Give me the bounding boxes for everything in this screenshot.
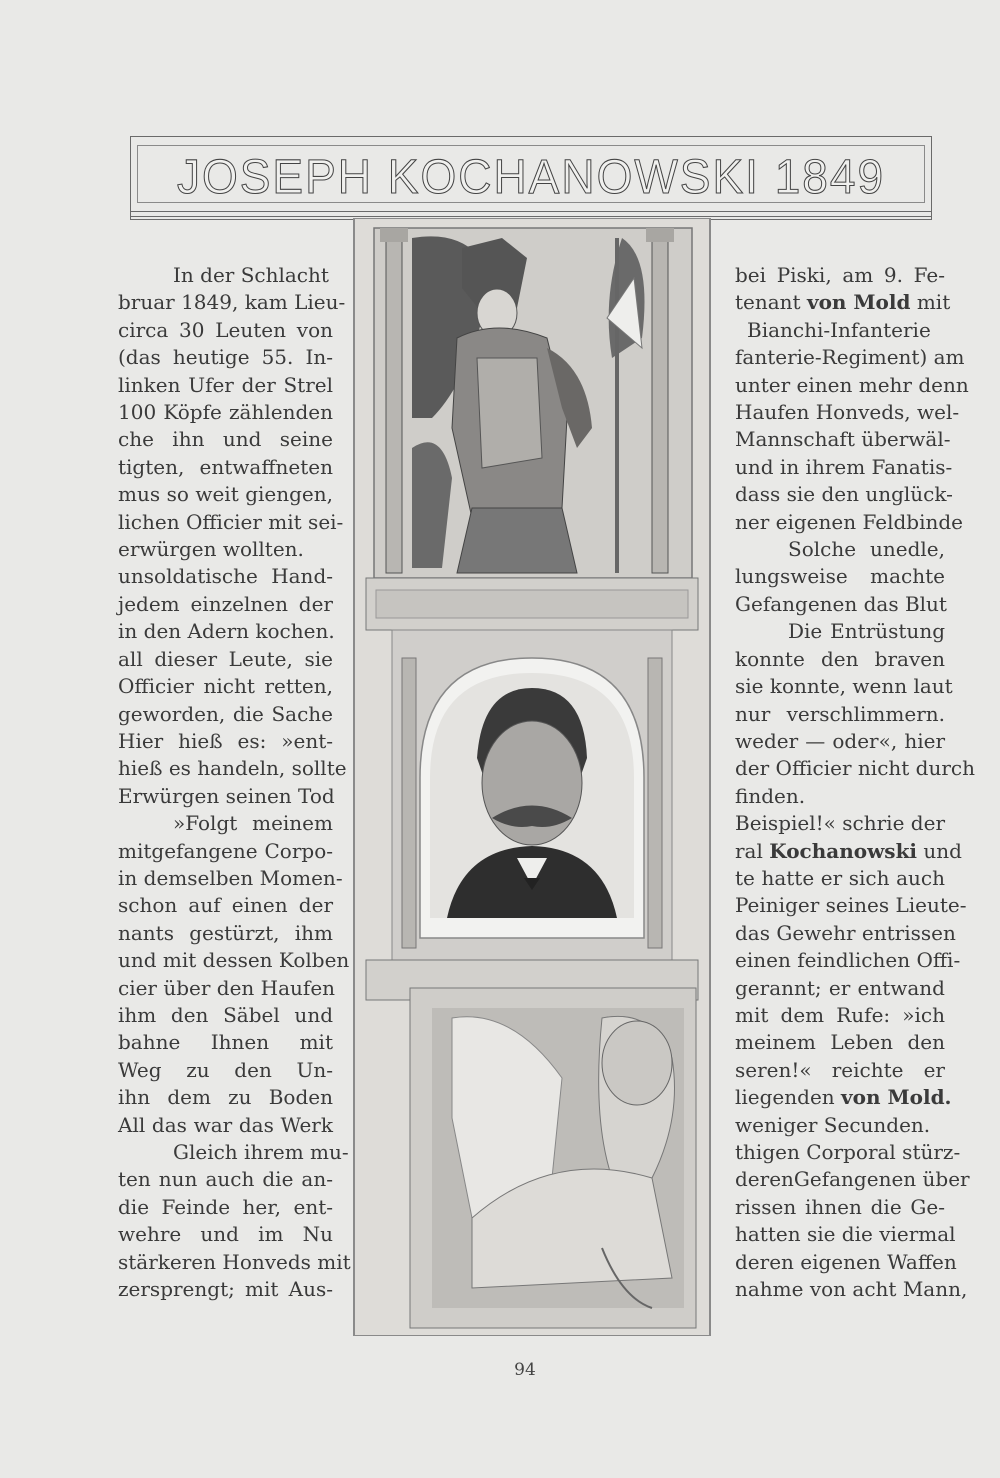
text-line: Gleich ihrem mu- xyxy=(173,1140,349,1164)
text-line: Gefangenen das Blut xyxy=(735,591,947,616)
text-line: tenant von Mold mit xyxy=(735,290,951,315)
text-line: linken Ufer der Strel xyxy=(118,372,333,397)
text-line: All das war das Werk xyxy=(118,1112,333,1137)
text-line: »Folgt meinem xyxy=(173,811,333,836)
text-line: thigen Corporal stürz- xyxy=(735,1140,961,1164)
title-underline xyxy=(131,211,931,217)
text-line: ten nun auch die an- xyxy=(118,1167,333,1192)
text-line: circa 30 Leuten von xyxy=(118,317,333,342)
text-line: Solche unedle, xyxy=(788,537,945,562)
text-line: schon auf einen der xyxy=(118,893,333,918)
lion-panel xyxy=(410,988,696,1328)
text-line: erwürgen wollten. xyxy=(118,537,304,562)
text-line: sie konnte, wenn laut xyxy=(735,674,953,699)
text-line: wehre und im Nu xyxy=(118,1222,333,1247)
text-line: In der Schlacht xyxy=(173,263,329,287)
text-line: cier über den Haufen xyxy=(118,975,336,1000)
text-line: ihn dem zu Boden xyxy=(118,1085,333,1110)
text-line: jedem einzelnen der xyxy=(118,591,333,616)
text-line: gerannt; er entwand xyxy=(735,975,945,1000)
text-line: (das heutige 55. In- xyxy=(118,345,333,370)
text-line: ihm den Säbel und xyxy=(118,1002,333,1027)
text-line: che ihn und seine xyxy=(118,427,333,452)
text-line: mus so weit giengen, xyxy=(118,482,333,507)
text-line: deren eigenen Waffen xyxy=(735,1249,957,1274)
text-line: meinem Leben den xyxy=(735,1030,945,1055)
text-line: in den Adern kochen. xyxy=(118,619,335,644)
text-line: stärkeren Honveds mit xyxy=(118,1249,351,1274)
text-line: geworden, die Sache xyxy=(118,701,333,726)
text-line: mit dem Rufe: »ich xyxy=(735,1002,945,1027)
text-line: Mannschaft überwäl- xyxy=(735,427,951,452)
text-line: und in ihrem Fanatis- xyxy=(735,454,953,479)
text-line: weder — oder«, hier xyxy=(735,728,945,753)
text-line: bruar 1849, kam Lieu- xyxy=(118,290,346,315)
text-line: zersprengt; mit Aus- xyxy=(118,1277,333,1302)
text-line: Officier nicht retten, xyxy=(118,674,333,699)
text-line: konnte den braven xyxy=(735,646,945,671)
text-line: nahme von acht Mann, xyxy=(735,1277,968,1302)
text-line: und mit dessen Kolben xyxy=(118,948,350,973)
decorative-illustration xyxy=(352,218,712,1336)
text-line: weniger Secunden. xyxy=(735,1112,931,1137)
text-line: unter einen mehr denn xyxy=(735,372,969,397)
text-line: tigten, entwaffneten xyxy=(118,454,333,479)
right-text-column xyxy=(735,262,975,1303)
text-line: te hatte er sich auch xyxy=(735,865,945,890)
text-line: bei Piski, am 9. Fe- xyxy=(735,263,945,287)
text-line: ner eigenen Feldbinde xyxy=(735,509,963,534)
left-text-column xyxy=(118,262,351,1303)
knight-panel xyxy=(374,228,692,578)
text-line: ral Kochanowski und xyxy=(735,838,962,863)
text-line: hatten sie die viermal xyxy=(735,1222,956,1247)
text-line: seren!« reichte er xyxy=(735,1057,945,1082)
text-line: mitgefangene Corpo- xyxy=(118,838,333,863)
text-line: einen feindlichen Offi- xyxy=(735,948,961,973)
text-line: Erwürgen seinen Tod xyxy=(118,783,335,808)
text-line: rissen ihnen die Ge- xyxy=(735,1194,945,1219)
text-line: nur verschlimmern. xyxy=(735,701,945,726)
text-line: lungsweise machte xyxy=(735,564,945,589)
text-line: nants gestürzt, ihm xyxy=(118,920,333,945)
portrait-panel xyxy=(392,630,672,960)
text-line: dass sie den unglück- xyxy=(735,482,953,507)
text-line: Beispiel!« schrie der xyxy=(735,811,945,836)
text-line: Peiniger seines Lieute- xyxy=(735,893,967,918)
text-line: der Officier nicht durch xyxy=(735,756,975,781)
text-line: Hier hieß es: »ent- xyxy=(118,728,333,753)
text-line: fanterie-Regiment) am xyxy=(735,345,965,370)
text-line: bahne Ihnen mit xyxy=(118,1030,333,1055)
text-line: in demselben Momen- xyxy=(118,865,343,890)
text-line: Weg zu den Un- xyxy=(118,1057,333,1082)
page-number: 94 xyxy=(514,1360,536,1380)
text-line: unsoldatische Hand- xyxy=(118,564,333,589)
text-line: finden. xyxy=(735,783,806,808)
page-title: JOSEPH KOCHANOWSKI 1849 xyxy=(176,148,886,204)
text-line: liegenden von Mold. xyxy=(735,1085,952,1110)
text-line: Bianchi-Infanterie xyxy=(747,317,931,342)
text-line: lichen Officier mit sei- xyxy=(118,509,344,534)
text-line: die Feinde her, ent- xyxy=(118,1194,333,1219)
text-line: derenGefangenen über xyxy=(735,1167,970,1192)
text-line: 100 Köpfe zählenden xyxy=(118,400,333,425)
text-line: Die Entrüstung xyxy=(788,619,945,644)
text-line: das Gewehr entrissen xyxy=(735,920,956,945)
text-line: hieß es handeln, sollte xyxy=(118,756,347,781)
text-line: Haufen Honveds, wel- xyxy=(735,400,960,425)
text-line: all dieser Leute, sie xyxy=(118,646,333,671)
title-frame xyxy=(130,136,932,220)
